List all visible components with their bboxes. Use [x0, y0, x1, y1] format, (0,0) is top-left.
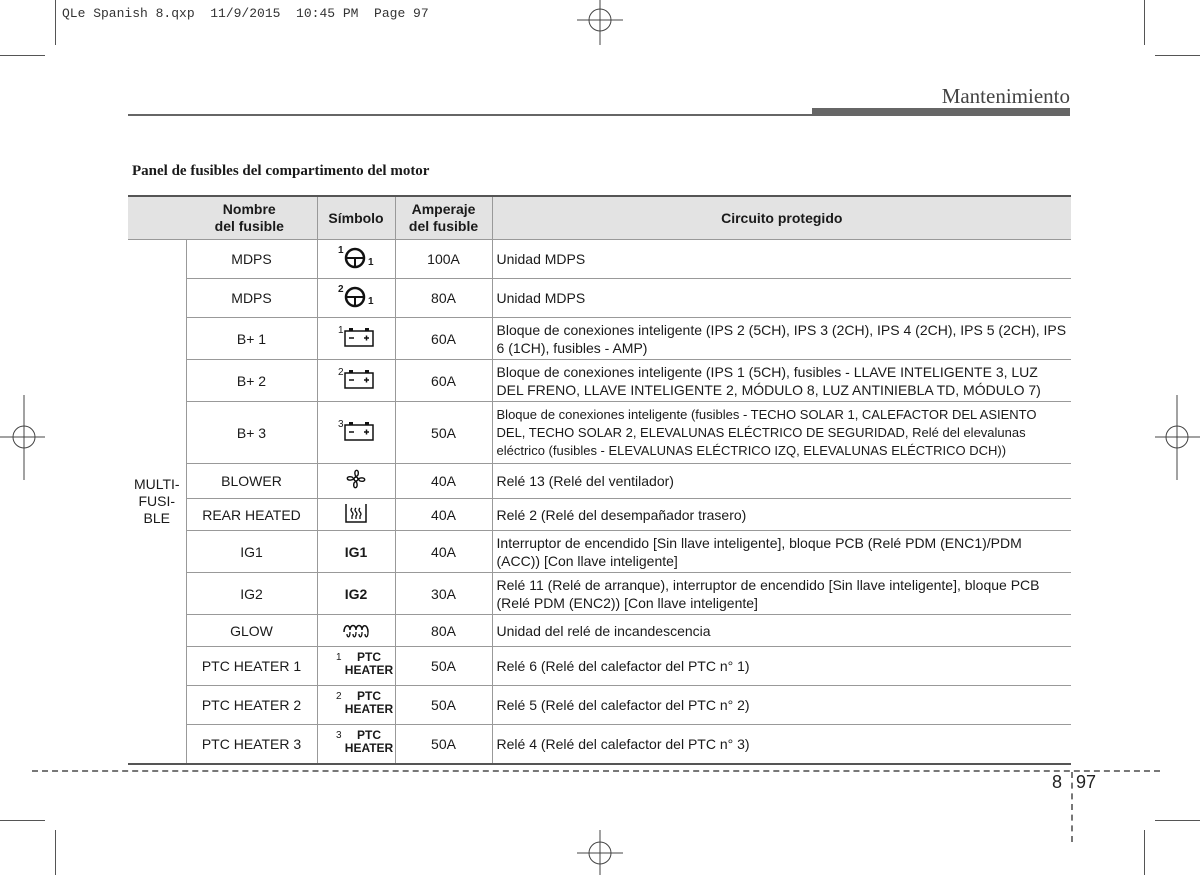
table-row	[128, 686, 1071, 725]
fuse-name: PTC HEATER 1	[186, 647, 317, 686]
symbol-sup: 2	[338, 284, 344, 295]
steering-icon	[344, 286, 366, 308]
header-rule	[128, 114, 813, 116]
fuse-amperage: 50A	[395, 725, 492, 765]
ptc-heater-symbol: PTC HEATER	[344, 689, 394, 716]
ptc-heater-symbol: PTC HEATER	[344, 728, 394, 755]
symbol-sub: 1	[368, 296, 374, 307]
fuse-name: B+ 2	[186, 360, 317, 402]
fuse-circuit: Interruptor de encendido [Sin llave inteligente], bloque PCB (Relé PDM (ENC1)/PDM (ACC)) [Con llave inteligente]	[492, 531, 1071, 573]
fuse-amperage: 100A	[395, 240, 492, 279]
fuse-amperage: 50A	[395, 686, 492, 725]
crop-mark	[1144, 830, 1145, 875]
battery-icon	[344, 421, 374, 441]
footer-dashed-rule	[32, 770, 1160, 772]
table-row	[128, 725, 1071, 765]
fuse-amperage: 40A	[395, 499, 492, 531]
fuse-name: BLOWER	[186, 464, 317, 499]
fuse-name: B+ 3	[186, 402, 317, 464]
section-title: Mantenimiento	[941, 84, 1070, 108]
fuse-amperage: 60A	[395, 318, 492, 360]
glow-plug-icon	[341, 618, 371, 640]
fuse-circuit: Relé 6 (Relé del calefactor del PTC n° 1)	[492, 647, 1071, 686]
fuse-amperage: 60A	[395, 360, 492, 402]
multifuse-group-label	[128, 240, 186, 765]
crop-mark	[55, 0, 56, 45]
fuse-symbol	[317, 647, 395, 686]
symbol-sup: 3	[338, 418, 344, 430]
table-row	[128, 531, 1071, 573]
fuse-amperage: 30A	[395, 573, 492, 615]
fuse-amperage: 80A	[395, 279, 492, 318]
panel-title: Panel de fusibles del compartimento del motor	[132, 163, 430, 179]
header-amperage: Amperaje del fusible	[395, 196, 492, 240]
fuse-symbol-ig1: IG1	[317, 531, 395, 573]
page-number: 97	[1076, 772, 1097, 792]
fuse-symbol	[317, 360, 395, 402]
battery-icon	[344, 327, 374, 347]
fuse-symbol	[317, 725, 395, 765]
crop-mark	[0, 55, 45, 56]
fuse-symbol-ig2: IG2	[317, 573, 395, 615]
print-slug: QLe Spanish 8.qxp 11/9/2015 10:45 PM Page 97	[62, 6, 429, 21]
fuse-symbol	[317, 686, 395, 725]
fuse-amperage: 40A	[395, 531, 492, 573]
table-row	[128, 573, 1071, 615]
fuse-symbol	[317, 464, 395, 499]
fan-icon	[343, 466, 369, 492]
fuse-circuit: Relé 13 (Relé del ventilador)	[492, 464, 1071, 499]
table-row	[128, 647, 1071, 686]
table-row	[128, 360, 1071, 402]
fuse-name: REAR HEATED	[186, 499, 317, 531]
fuse-name: MDPS	[186, 240, 317, 279]
registration-mark-icon	[0, 395, 45, 480]
chapter-number: 8	[1052, 772, 1063, 792]
registration-mark-icon	[1155, 395, 1200, 480]
fuse-name: GLOW	[186, 615, 317, 647]
battery-icon	[344, 369, 374, 389]
table-row	[128, 279, 1071, 318]
symbol-sup: 2	[338, 366, 344, 378]
crop-mark	[0, 820, 45, 821]
table-row	[128, 499, 1071, 531]
fuse-circuit: Bloque de conexiones inteligente (IPS 1 (5CH), fusibles - LLAVE INTELIGENTE 3, LUZ DEL FRENO, LLAVE INTELIGENTE 2, MÓDULO 8, LUZ ANTINIEBLA TD, MÓDULO 7)	[492, 360, 1071, 402]
registration-mark-icon	[575, 830, 625, 875]
fuse-circuit: Unidad MDPS	[492, 240, 1071, 279]
fuse-symbol	[317, 615, 395, 647]
crop-mark	[1155, 55, 1200, 56]
fuse-circuit: Bloque de conexiones inteligente (IPS 2 (5CH), IPS 3 (2CH), IPS 4 (2CH), IPS 5 (2CH), IPS 6 (1CH), fusibles - AMP)	[492, 318, 1071, 360]
fuse-name: IG1	[186, 531, 317, 573]
header-symbol: Símbolo	[317, 196, 395, 240]
fuse-circuit: Unidad MDPS	[492, 279, 1071, 318]
symbol-sup: 2	[336, 691, 342, 702]
crop-mark	[1155, 820, 1200, 821]
header-fuse-name: Nombre del fusible	[128, 196, 317, 240]
crop-mark	[55, 830, 56, 875]
symbol-sup: 3	[336, 730, 342, 741]
fuse-amperage: 50A	[395, 647, 492, 686]
fuse-circuit: Bloque de conexiones inteligente (fusibles - TECHO SOLAR 1, CALEFACTOR DEL ASIENTO DEL, TECHO SOLAR 2, ELEVALUNAS ELÉCTRICO DE SEGURIDAD, Relé del elevalunas eléctrico (fusibles - ELEVALUNAS ELÉCTRICO IZQ, ELEVALUNAS ELÉCTRICO DCH))	[492, 402, 1071, 464]
symbol-sup: 1	[338, 245, 344, 256]
fuse-name: MDPS	[186, 279, 317, 318]
fuse-circuit: Relé 4 (Relé del calefactor del PTC n° 3)	[492, 725, 1071, 765]
table-row	[128, 402, 1071, 464]
fuse-circuit: Relé 5 (Relé del calefactor del PTC n° 2)	[492, 686, 1071, 725]
symbol-sup: 1	[338, 324, 344, 336]
fuse-symbol	[317, 240, 395, 279]
fuse-amperage: 40A	[395, 464, 492, 499]
fuse-table	[128, 195, 1071, 765]
fuse-circuit: Unidad del relé de incandescencia	[492, 615, 1071, 647]
footer-dashed-divider	[1071, 772, 1073, 842]
fuse-name: B+ 1	[186, 318, 317, 360]
header-rule-bar	[812, 108, 1070, 116]
rear-defrost-icon	[343, 502, 369, 524]
fuse-name: PTC HEATER 2	[186, 686, 317, 725]
fuse-circuit: Relé 11 (Relé de arranque), interruptor de encendido [Sin llave inteligente], bloque PCB (Relé PDM (ENC2)) [Con llave inteligente]	[492, 573, 1071, 615]
crop-mark	[1144, 0, 1145, 45]
registration-mark-icon	[575, 0, 625, 45]
symbol-sup: 1	[336, 652, 342, 663]
group-label-text: MULTI- FUSI- BLE	[133, 476, 180, 526]
fuse-circuit: Relé 2 (Relé del desempañador trasero)	[492, 499, 1071, 531]
fuse-name: IG2	[186, 573, 317, 615]
fuse-amperage: 80A	[395, 615, 492, 647]
fuse-amperage: 50A	[395, 402, 492, 464]
ptc-heater-symbol: PTC HEATER	[344, 650, 394, 677]
symbol-sub: 1	[368, 257, 374, 268]
table-row	[128, 464, 1071, 499]
fuse-symbol	[317, 499, 395, 531]
fuse-symbol	[317, 402, 395, 464]
fuse-symbol	[317, 279, 395, 318]
header-circuit: Circuito protegido	[492, 196, 1071, 240]
fuse-symbol	[317, 318, 395, 360]
table-header-row	[128, 196, 1071, 240]
table-row	[128, 318, 1071, 360]
table-row	[128, 240, 1071, 279]
steering-icon	[344, 247, 366, 269]
table-row	[128, 615, 1071, 647]
fuse-name: PTC HEATER 3	[186, 725, 317, 765]
